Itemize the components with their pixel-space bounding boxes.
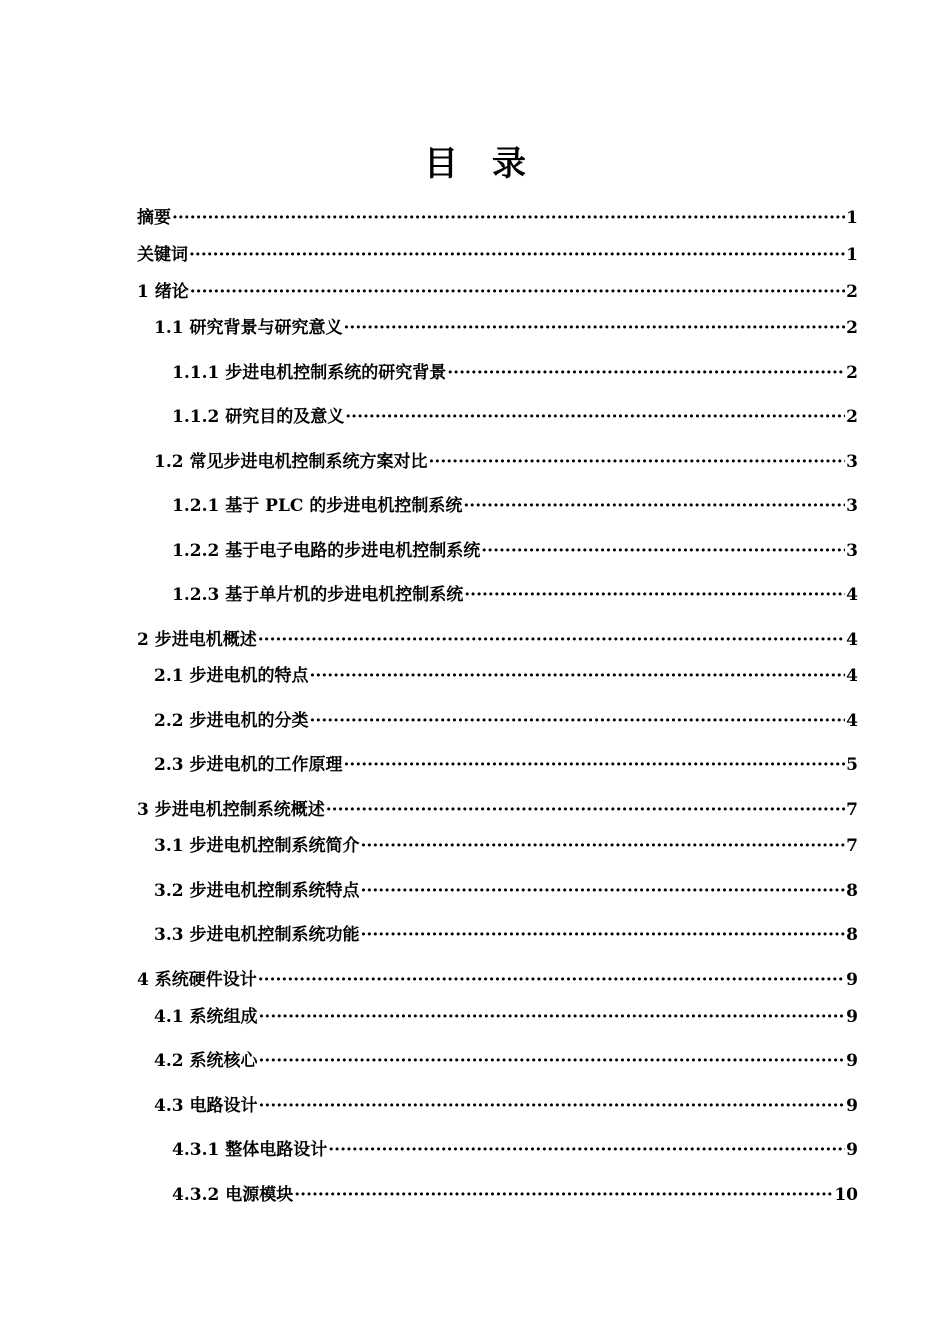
toc-entry-title: 3 步进电机控制系统概述 bbox=[137, 800, 325, 820]
toc-entry-title: 3.3 步进电机控制系统功能 bbox=[154, 925, 360, 945]
toc-entry-title: 摘要 bbox=[137, 208, 171, 228]
toc-entry-page-number: 3 bbox=[846, 496, 858, 516]
toc-entry[interactable] bbox=[172, 362, 858, 384]
toc-entry-page-number: 8 bbox=[846, 925, 858, 945]
toc-entry-page-number: 9 bbox=[846, 1140, 858, 1160]
toc-dot-leader bbox=[344, 754, 846, 776]
toc-entry-title: 2 步进电机概述 bbox=[137, 630, 257, 650]
toc-dot-leader bbox=[189, 244, 845, 266]
toc-entry-page-number: 10 bbox=[834, 1185, 858, 1205]
toc-entry-title: 4.3.2 电源模块 bbox=[172, 1185, 294, 1205]
toc-entry-title: 1.2 常见步进电机控制系统方案对比 bbox=[154, 452, 428, 472]
toc-entry[interactable] bbox=[154, 835, 858, 857]
toc-entry[interactable] bbox=[137, 629, 858, 651]
toc-entry-title: 3.1 步进电机控制系统简介 bbox=[154, 836, 360, 856]
page-title: 目录 bbox=[424, 144, 560, 184]
toc-entry[interactable] bbox=[154, 924, 858, 946]
toc-entry-page-number: 1 bbox=[846, 208, 858, 228]
toc-entry-page-number: 5 bbox=[846, 755, 858, 775]
toc-entry[interactable] bbox=[172, 540, 858, 562]
toc-dot-leader bbox=[326, 799, 845, 821]
toc-entry-page-number: 9 bbox=[846, 1096, 858, 1116]
toc-entry[interactable] bbox=[172, 1184, 858, 1206]
toc-entry[interactable] bbox=[154, 1006, 858, 1028]
toc-dot-leader bbox=[294, 1184, 833, 1206]
toc-entry[interactable] bbox=[137, 207, 858, 229]
toc-dot-leader bbox=[328, 1139, 845, 1161]
toc-dot-leader bbox=[259, 1050, 846, 1072]
toc-entry-title: 2.1 步进电机的特点 bbox=[154, 666, 309, 686]
toc-entry-page-number: 4 bbox=[846, 711, 858, 731]
toc-entry-title: 1.1.1 步进电机控制系统的研究背景 bbox=[172, 363, 447, 383]
toc-entry-title: 1.2.1 基于 PLC 的步进电机控制系统 bbox=[172, 496, 463, 516]
toc-entry-title: 4.2 系统核心 bbox=[154, 1051, 258, 1071]
toc-dot-leader bbox=[259, 1095, 846, 1117]
toc-entry[interactable] bbox=[137, 969, 858, 991]
toc-dot-leader bbox=[345, 406, 845, 428]
toc-entry-page-number: 3 bbox=[846, 452, 858, 472]
toc-dot-leader bbox=[481, 540, 845, 562]
toc-entry-page-number: 2 bbox=[846, 407, 858, 427]
toc-entry[interactable] bbox=[154, 317, 858, 339]
toc-entry-title: 1.1.2 研究目的及意义 bbox=[172, 407, 345, 427]
toc-dot-leader bbox=[310, 665, 846, 687]
toc-entry[interactable] bbox=[154, 754, 858, 776]
toc-entry[interactable] bbox=[154, 451, 858, 473]
toc-entry-page-number: 9 bbox=[846, 1051, 858, 1071]
toc-entry-page-number: 4 bbox=[846, 666, 858, 686]
toc-entry-page-number: 1 bbox=[846, 245, 858, 265]
toc-entry-page-number: 3 bbox=[846, 541, 858, 561]
toc-entry-title: 4.3.1 整体电路设计 bbox=[172, 1140, 328, 1160]
toc-dot-leader bbox=[361, 835, 846, 857]
toc-entry-page-number: 9 bbox=[846, 970, 858, 990]
toc-entry-title: 关键词 bbox=[137, 245, 188, 265]
toc-dot-leader bbox=[310, 710, 846, 732]
toc-entry-title: 4 系统硬件设计 bbox=[137, 970, 257, 990]
toc-dot-leader bbox=[172, 207, 845, 229]
toc-entry[interactable] bbox=[172, 1139, 858, 1161]
toc-entry-title: 1 绪论 bbox=[137, 282, 189, 302]
toc-entry-page-number: 2 bbox=[846, 363, 858, 383]
toc-entry-page-number: 9 bbox=[846, 1007, 858, 1027]
toc-dot-leader bbox=[447, 362, 845, 384]
toc-dot-leader bbox=[344, 317, 846, 339]
toc-entry[interactable] bbox=[172, 406, 858, 428]
toc-entry[interactable] bbox=[137, 244, 858, 266]
toc-dot-leader bbox=[361, 924, 846, 946]
toc-entry-title: 1.2.3 基于单片机的步进电机控制系统 bbox=[172, 585, 464, 605]
toc-entry-page-number: 8 bbox=[846, 881, 858, 901]
toc-entry-title: 1.2.2 基于电子电路的步进电机控制系统 bbox=[172, 541, 481, 561]
toc-entry[interactable] bbox=[137, 799, 858, 821]
toc-dot-leader bbox=[258, 629, 845, 651]
toc-entry[interactable] bbox=[154, 665, 858, 687]
toc-entry[interactable] bbox=[154, 1095, 858, 1117]
toc-entry-title: 4.1 系统组成 bbox=[154, 1007, 258, 1027]
toc-entry[interactable] bbox=[172, 495, 858, 517]
toc-entry[interactable] bbox=[137, 281, 858, 303]
toc-entry-page-number: 4 bbox=[846, 630, 858, 650]
toc-dot-leader bbox=[463, 495, 845, 517]
toc-entry-page-number: 7 bbox=[846, 836, 858, 856]
toc-entry-page-number: 7 bbox=[846, 800, 858, 820]
toc-entry-title: 4.3 电路设计 bbox=[154, 1096, 258, 1116]
toc-entry-page-number: 2 bbox=[846, 318, 858, 338]
toc-entry-page-number: 4 bbox=[846, 585, 858, 605]
toc-entry-title: 1.1 研究背景与研究意义 bbox=[154, 318, 343, 338]
toc-entry[interactable] bbox=[154, 710, 858, 732]
toc-entry-title: 3.2 步进电机控制系统特点 bbox=[154, 881, 360, 901]
toc-dot-leader bbox=[361, 880, 846, 902]
toc-dot-leader bbox=[464, 584, 845, 606]
toc-dot-leader bbox=[429, 451, 846, 473]
toc-dot-leader bbox=[259, 1006, 846, 1028]
toc-entry-title: 2.2 步进电机的分类 bbox=[154, 711, 309, 731]
toc-entry[interactable] bbox=[154, 880, 858, 902]
toc-dot-leader bbox=[258, 969, 845, 991]
toc-entry-title: 2.3 步进电机的工作原理 bbox=[154, 755, 343, 775]
toc-entry-page-number: 2 bbox=[846, 282, 858, 302]
toc-entry[interactable] bbox=[172, 584, 858, 606]
toc-dot-leader bbox=[190, 281, 845, 303]
toc-entry[interactable] bbox=[154, 1050, 858, 1072]
